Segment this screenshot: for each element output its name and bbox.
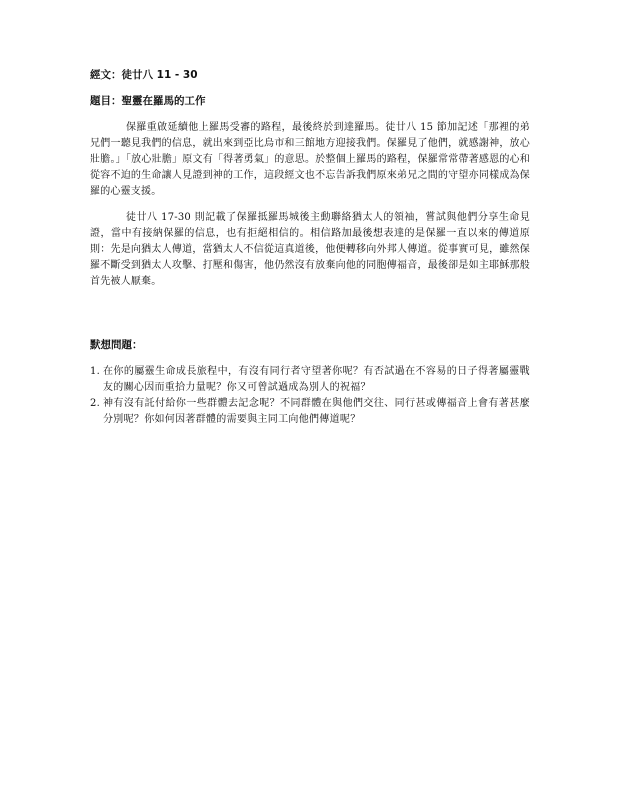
question-item [90, 396, 530, 428]
scripture-reference: 經文：徒廿八 11 - 30 [90, 69, 198, 81]
question-text: 神有沒有託付給你一些群體去記念呢？不同群體在與他們交往、同行甚或傳福音上會有著甚麼分別呢？你如何因著群體的需要與主同工向他們傳道呢？ [103, 398, 530, 425]
questions-list [90, 364, 530, 428]
questions-heading: 默想問題： [90, 339, 143, 351]
document-page [90, 68, 530, 428]
body-paragraph-1: 保羅重啟延續他上羅馬受審的路程，最後終於到達羅馬。徒廿八 15 節加記述「那裡的弟兄們一聽見我們的信息，就出來到亞比烏市和三館地方迎接我們。保羅見了他們，就感謝神，放心壯膽。」「放心壯膽」原文有「得著勇氣」的意思。於整個上羅馬的路程，保羅常常帶著感恩的心和從容不迫的生命讓人見證到神的工作，這段經文也不忘告訴我們原來弟兄之間的守望亦同樣成為保羅的心靈支援。 [90, 122, 530, 197]
question-item [90, 364, 530, 396]
question-number: 1. [90, 366, 101, 377]
body-paragraph-2: 徒廿八 17-30 則記載了保羅抵羅馬城後主動聯絡猶太人的領袖，嘗試與他們分享生命見證，當中有接納保羅的信息，也有拒絕相信的。相信路加最後想表達的是保羅一直以來的傳道原則：先是向猶太人傳道，當猶太人不信從這真道後，他便轉移向外邦人傳道。從事實可見，雖然保羅不斷受到猶太人攻擊、打壓和傷害，他仍然沒有放棄向他的同胞傳福音，最後卻是如主耶穌那般首先被人厭棄。 [90, 212, 530, 287]
question-number: 2. [90, 398, 101, 409]
topic-title: 題目：聖靈在羅馬的工作 [90, 95, 206, 107]
question-text: 在你的屬靈生命成長旅程中，有沒有同行者守望著你呢？有否試過在不容易的日子得著屬靈戰友的關心因而重拾力量呢？你又可曾試過成為別人的祝福？ [103, 366, 530, 393]
